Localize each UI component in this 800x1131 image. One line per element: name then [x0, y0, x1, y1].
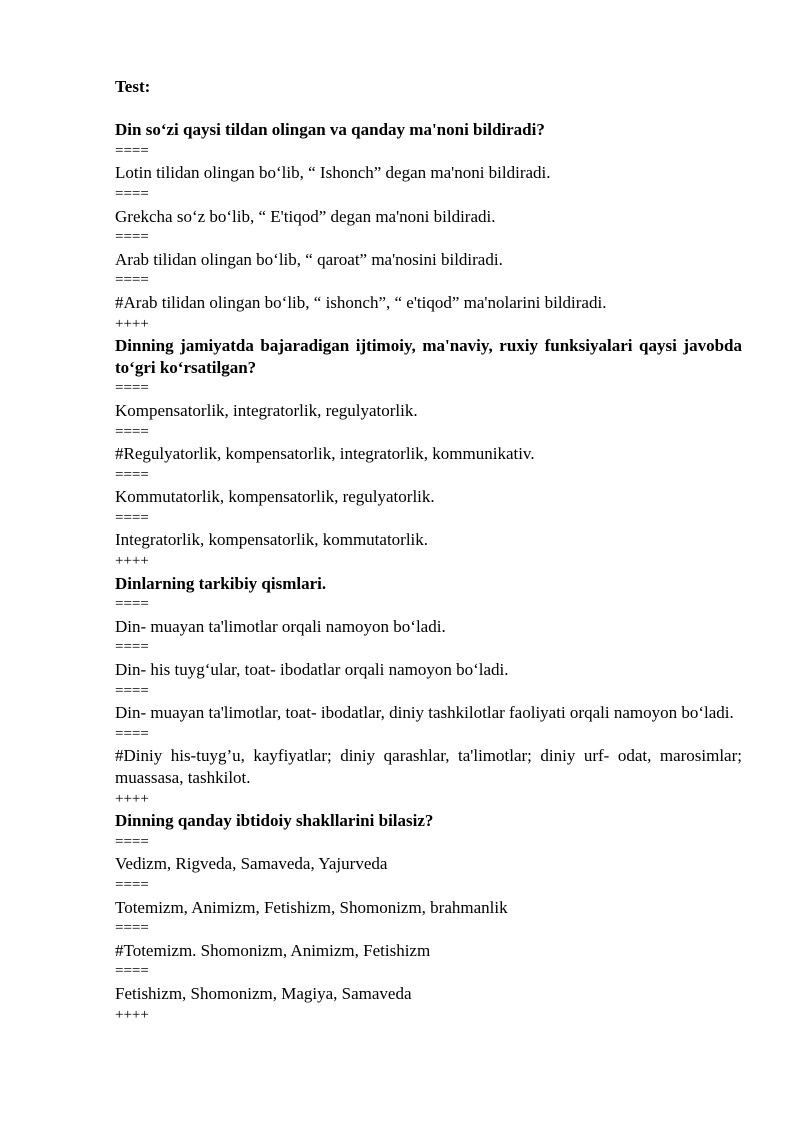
question-3: Dinlarning tarkibiy qismlari. [115, 573, 327, 593]
separator: ==== [115, 596, 149, 613]
document-page [115, 76, 742, 1026]
separator: ==== [115, 876, 149, 893]
question-end-marker: ++++ [115, 1006, 149, 1023]
separator: ==== [115, 272, 149, 289]
separator: ==== [115, 229, 149, 246]
separator: ==== [115, 509, 149, 526]
answer-2-2: #Regulyatorlik, kompensatorlik, integratorlik, kommunikativ. [115, 444, 535, 464]
answer-4-3: #Totemizm. Shomonizm, Animizm, Fetishizm [115, 940, 431, 960]
question-end-marker: ++++ [115, 553, 149, 570]
answer-3-1: Din- muayan ta'limotlar orqali namoyon bo‘ladi. [115, 616, 446, 636]
separator: ==== [115, 423, 149, 440]
separator: ==== [115, 920, 149, 937]
separator: ==== [115, 185, 149, 202]
separator: ==== [115, 639, 149, 656]
separator: ==== [115, 833, 149, 850]
question-end-marker: ++++ [115, 315, 149, 332]
question-2: Dinning jamiyatda bajaradigan ijtimoiy, ma'naviy, ruxiy funksiyalari qaysi javobda to‘gri ko‘rsatilgan? [115, 336, 742, 377]
answer-2-4: Integratorlik, kompensatorlik, kommutatorlik. [115, 530, 429, 550]
answer-3-4: #Diniy his-tuyg’u, kayfiyatlar; diniy qarashlar, ta'limotlar; diniy urf- odat, marosimlar; muassasa, tashkilot. [115, 746, 742, 787]
separator: ==== [115, 380, 149, 397]
answer-1-2: Grekcha so‘z bo‘lib, “ E'tiqod” degan ma'noni bildiradi. [115, 206, 496, 226]
question-1: Din so‘zi qaysi tildan olingan va qanday ma'noni bildiradi? [115, 120, 545, 140]
answer-4-4: Fetishizm, Shomonizm, Magiya, Samaveda [115, 983, 412, 1003]
answer-2-3: Kommutatorlik, kompensatorlik, regulyatorlik. [115, 487, 435, 507]
answer-1-3: Arab tilidan olingan bo‘lib, “ qaroat” ma'nosini bildiradi. [115, 249, 503, 269]
answer-3-3: Din- muayan ta'limotlar, toat- ibodatlar, diniy tashkilotlar faoliyati orqali namoyon bo‘ladi. [115, 703, 734, 723]
separator: ==== [115, 682, 149, 699]
answer-4-1: Vedizm, Rigveda, Samaveda, Yajurveda [115, 854, 388, 874]
separator: ==== [115, 142, 149, 159]
separator: ==== [115, 725, 149, 742]
answer-3-2: Din- his tuyg‘ular, toat- ibodatlar orqali namoyon bo‘ladi. [115, 660, 509, 680]
separator: ==== [115, 466, 149, 483]
question-4: Dinning qanday ibtidoiy shakllarini bilasiz? [115, 811, 434, 831]
separator: ==== [115, 963, 149, 980]
question-end-marker: ++++ [115, 790, 149, 807]
doc-title: Test: [115, 77, 151, 96]
answer-1-4: #Arab tilidan olingan bo‘lib, “ ishonch”, “ e'tiqod” ma'nolarini bildiradi. [115, 292, 607, 312]
answer-1-1: Lotin tilidan olingan bo‘lib, “ Ishonch” degan ma'noni bildiradi. [115, 163, 551, 183]
answer-2-1: Kompensatorlik, integratorlik, regulyatorlik. [115, 400, 418, 420]
answer-4-2: Totemizm, Animizm, Fetishizm, Shomonizm, brahmanlik [115, 897, 508, 917]
